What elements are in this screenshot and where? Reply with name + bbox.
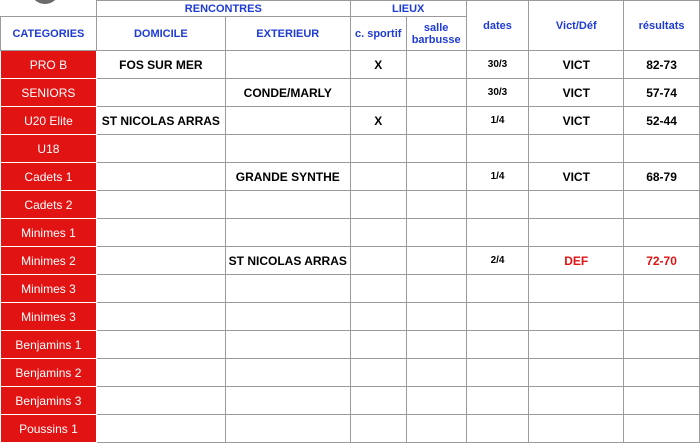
vict-def-cell <box>529 387 624 415</box>
c-sportif-cell <box>350 219 406 247</box>
salle-cell <box>406 275 466 303</box>
salle-cell <box>406 107 466 135</box>
exterieur-cell <box>225 51 350 79</box>
exterieur-cell: GRANDE SYNTHE <box>225 163 350 191</box>
domicile-cell <box>96 135 225 163</box>
category-cell: Poussins 1 <box>1 415 97 443</box>
table-row <box>1 359 700 387</box>
c-sportif-cell <box>350 135 406 163</box>
salle-cell <box>406 415 466 443</box>
vict-def-cell <box>529 303 624 331</box>
vict-def-cell <box>529 191 624 219</box>
c-sportif-cell <box>350 303 406 331</box>
domicile-cell <box>96 415 225 443</box>
category-cell: Minimes 2 <box>1 247 97 275</box>
date-cell: 30/3 <box>466 79 529 107</box>
header-salle-barbusse: salle barbusse <box>406 17 466 51</box>
result-cell: 68-79 <box>624 163 700 191</box>
date-cell <box>466 359 529 387</box>
c-sportif-cell <box>350 79 406 107</box>
category-cell: Minimes 3 <box>1 275 97 303</box>
date-cell <box>466 219 529 247</box>
exterieur-cell <box>225 135 350 163</box>
c-sportif-cell <box>350 331 406 359</box>
c-sportif-cell <box>350 247 406 275</box>
date-cell: 30/3 <box>466 51 529 79</box>
exterieur-cell <box>225 303 350 331</box>
salle-cell <box>406 387 466 415</box>
category-cell: Benjamins 1 <box>1 331 97 359</box>
vict-def-cell: VICT <box>529 79 624 107</box>
date-cell <box>466 135 529 163</box>
result-cell <box>624 303 700 331</box>
exterieur-cell <box>225 359 350 387</box>
category-cell: Cadets 1 <box>1 163 97 191</box>
header-rencontres: RENCONTRES <box>96 1 350 17</box>
c-sportif-cell <box>350 387 406 415</box>
table-row <box>1 79 700 107</box>
date-cell <box>466 387 529 415</box>
category-cell: U18 <box>1 135 97 163</box>
result-cell <box>624 275 700 303</box>
table-row <box>1 191 700 219</box>
vict-def-cell <box>529 135 624 163</box>
result-cell <box>624 359 700 387</box>
date-cell: 1/4 <box>466 163 529 191</box>
domicile-cell <box>96 219 225 247</box>
date-cell <box>466 303 529 331</box>
exterieur-cell <box>225 331 350 359</box>
vict-def-cell: VICT <box>529 163 624 191</box>
header-lieux: LIEUX <box>350 1 466 17</box>
vict-def-cell <box>529 331 624 359</box>
domicile-cell <box>96 331 225 359</box>
category-cell: U20 Elite <box>1 107 97 135</box>
vict-def-cell <box>529 359 624 387</box>
result-cell <box>624 415 700 443</box>
result-cell: 82-73 <box>624 51 700 79</box>
exterieur-cell: ST NICOLAS ARRAS <box>225 247 350 275</box>
salle-cell <box>406 135 466 163</box>
header-corner <box>1 1 97 17</box>
exterieur-cell <box>225 275 350 303</box>
exterieur-cell <box>225 191 350 219</box>
result-cell: 57-74 <box>624 79 700 107</box>
date-cell <box>466 331 529 359</box>
result-cell: 72-70 <box>624 247 700 275</box>
category-cell: Benjamins 3 <box>1 387 97 415</box>
table-row <box>1 51 700 79</box>
table-row <box>1 135 700 163</box>
c-sportif-cell <box>350 415 406 443</box>
header-categories: CATEGORIES <box>1 17 97 51</box>
domicile-cell <box>96 79 225 107</box>
exterieur-cell <box>225 107 350 135</box>
c-sportif-cell <box>350 359 406 387</box>
category-cell: SENIORS <box>1 79 97 107</box>
vict-def-cell: VICT <box>529 51 624 79</box>
domicile-cell: ST NICOLAS ARRAS <box>96 107 225 135</box>
exterieur-cell <box>225 219 350 247</box>
table-row <box>1 275 700 303</box>
date-cell <box>466 415 529 443</box>
header-vict-def: Vict/Déf <box>529 1 624 51</box>
result-cell <box>624 331 700 359</box>
exterieur-cell: CONDE/MARLY <box>225 79 350 107</box>
domicile-cell <box>96 163 225 191</box>
salle-cell <box>406 359 466 387</box>
domicile-cell <box>96 191 225 219</box>
c-sportif-cell: X <box>350 51 406 79</box>
vict-def-cell <box>529 275 624 303</box>
vict-def-cell: DEF <box>529 247 624 275</box>
table-row <box>1 303 700 331</box>
table-row <box>1 387 700 415</box>
domicile-cell: FOS SUR MER <box>96 51 225 79</box>
header-exterieur: EXTERIEUR <box>225 17 350 51</box>
c-sportif-cell <box>350 191 406 219</box>
vict-def-cell <box>529 219 624 247</box>
salle-cell <box>406 303 466 331</box>
table-row <box>1 163 700 191</box>
date-cell: 1/4 <box>466 107 529 135</box>
salle-cell <box>406 163 466 191</box>
table-row <box>1 219 700 247</box>
header-dates: dates <box>466 1 529 51</box>
table-row <box>1 247 700 275</box>
result-cell: 52-44 <box>624 107 700 135</box>
domicile-cell <box>96 303 225 331</box>
domicile-cell <box>96 247 225 275</box>
salle-cell <box>406 247 466 275</box>
domicile-cell <box>96 275 225 303</box>
exterieur-cell <box>225 415 350 443</box>
category-cell: Minimes 1 <box>1 219 97 247</box>
table-row <box>1 415 700 443</box>
salle-cell <box>406 219 466 247</box>
salle-cell <box>406 331 466 359</box>
category-cell: PRO B <box>1 51 97 79</box>
vict-def-cell <box>529 415 624 443</box>
c-sportif-cell <box>350 275 406 303</box>
table-row <box>1 331 700 359</box>
vict-def-cell: VICT <box>529 107 624 135</box>
header-resultats: résultats <box>624 1 700 51</box>
result-cell <box>624 387 700 415</box>
date-cell <box>466 275 529 303</box>
c-sportif-cell <box>350 163 406 191</box>
salle-cell <box>406 51 466 79</box>
table-row <box>1 107 700 135</box>
exterieur-cell <box>225 387 350 415</box>
header-domicile: DOMICILE <box>96 17 225 51</box>
salle-cell <box>406 79 466 107</box>
c-sportif-cell: X <box>350 107 406 135</box>
category-cell: Benjamins 2 <box>1 359 97 387</box>
domicile-cell <box>96 359 225 387</box>
date-cell <box>466 191 529 219</box>
header-c-sportif: c. sportif <box>350 17 406 51</box>
date-cell: 2/4 <box>466 247 529 275</box>
domicile-cell <box>96 387 225 415</box>
result-cell <box>624 191 700 219</box>
category-cell: Minimes 3 <box>1 303 97 331</box>
salle-cell <box>406 191 466 219</box>
result-cell <box>624 135 700 163</box>
category-cell: Cadets 2 <box>1 191 97 219</box>
result-cell <box>624 219 700 247</box>
